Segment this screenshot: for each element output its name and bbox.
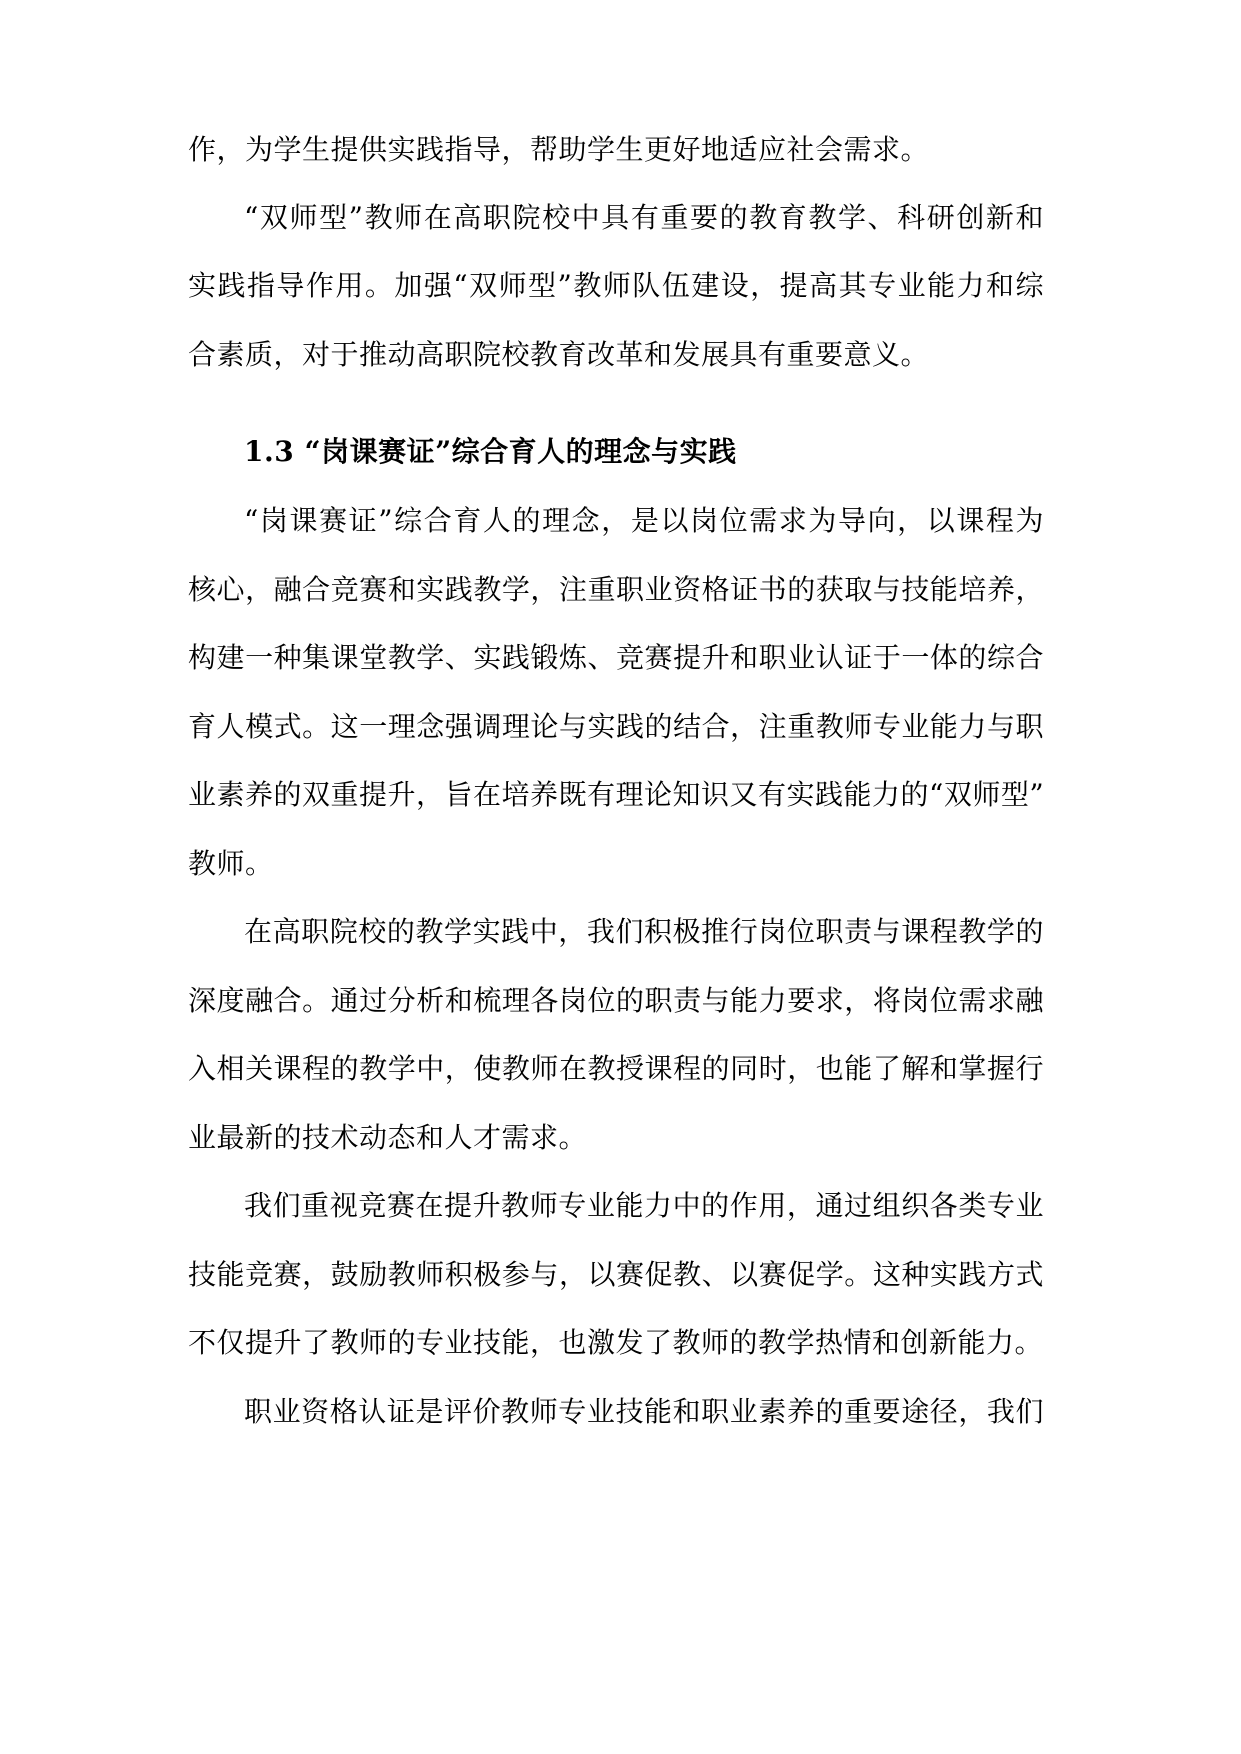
- paragraph-line: 育人模式。这一理念强调理论与实践的结合，注重教师专业能力与职: [188, 710, 1044, 743]
- paragraph-line: 作，为学生提供实践指导，帮助学生更好地适应社会需求。: [188, 133, 930, 166]
- paragraph-line: 业最新的技术动态和人才需求。: [188, 1121, 588, 1154]
- paragraph-line: 职业资格认证是评价教师专业技能和职业素养的重要途径，我们: [244, 1395, 1044, 1428]
- paragraph-line: 合素质，对于推动高职院校教育改革和发展具有重要意义。: [188, 338, 930, 371]
- paragraph-line: 深度融合。通过分析和梳理各岗位的职责与能力要求，将岗位需求融: [188, 984, 1044, 1017]
- paragraph-line: 我们重视竞赛在提升教师专业能力中的作用，通过组织各类专业: [244, 1189, 1044, 1222]
- paragraph-line: 核心，融合竞赛和实践教学，注重职业资格证书的获取与技能培养，: [188, 573, 1044, 606]
- paragraph-line: 不仅提升了教师的专业技能，也激发了教师的教学热情和创新能力。: [188, 1326, 1044, 1359]
- paragraph-line: “双师型”教师在高职院校中具有重要的教育教学、科研创新和: [244, 201, 1044, 234]
- paragraph-line: 教师。: [188, 847, 274, 880]
- paragraph-line: 构建一种集课堂教学、实践锻炼、竞赛提升和职业认证于一体的综合: [188, 641, 1044, 674]
- paragraph-line: 在高职院校的教学实践中，我们积极推行岗位职责与课程教学的: [244, 915, 1044, 948]
- paragraph-line: “岗课赛证”综合育人的理念，是以岗位需求为导向，以课程为: [244, 504, 1044, 537]
- paragraph-line: 实践指导作用。加强“双师型”教师队伍建设，提高其专业能力和综: [188, 269, 1044, 302]
- paragraph-line: 技能竞赛，鼓励教师积极参与，以赛促教、以赛促学。这种实践方式: [188, 1258, 1044, 1291]
- paragraph-line: 业素养的双重提升，旨在培养既有理论知识又有实践能力的“双师型”: [188, 778, 1045, 811]
- section-heading: 1.3 “岗课赛证”综合育人的理念与实践: [244, 435, 737, 468]
- paragraph-line: 入相关课程的教学中，使教师在教授课程的同时，也能了解和掌握行: [188, 1052, 1044, 1085]
